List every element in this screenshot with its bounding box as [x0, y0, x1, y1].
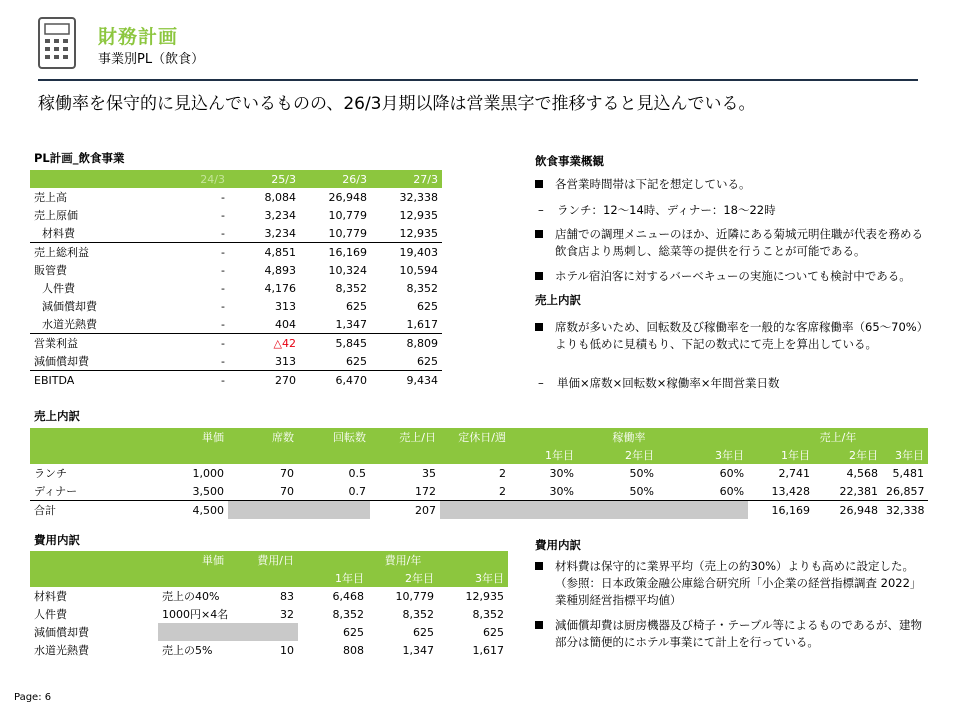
- sales-row-label: ランチ: [34, 467, 67, 480]
- pl-row: [30, 224, 442, 243]
- cost-header-row: [30, 551, 508, 569]
- sales-cell: 13,428: [748, 482, 814, 501]
- sales-cell: 30%: [549, 466, 574, 480]
- sales-cell: 30%: [510, 482, 578, 501]
- cost-subheader-row: [30, 569, 508, 587]
- cost-table-title: 費用内訳: [34, 533, 80, 547]
- pl-row-label: 売上高: [34, 191, 67, 204]
- pl-row: [30, 206, 442, 224]
- pl-col-header: 27/3: [413, 172, 438, 186]
- calculator-icon: [38, 17, 76, 69]
- pl-row: [30, 188, 442, 206]
- pl-cell: -: [221, 299, 225, 313]
- pl-row-label: 減価償却費: [42, 300, 97, 313]
- pl-row: [30, 279, 442, 297]
- sales-cell: 4,568: [846, 466, 879, 480]
- cost-cell: 8,352: [472, 607, 504, 621]
- sales-col-header: 回転数: [333, 431, 366, 444]
- sales-cell: 2: [440, 482, 510, 501]
- cost-notes-bullet: 材料費は保守的に業界平均（売上の約30%）よりも高めに設定した。（参照：日本政策金融公庫総合研究所「小企業の経営指標調査 2022」業種別経営指標平均値）: [555, 559, 922, 607]
- pl-cell: 625: [300, 352, 371, 371]
- pl-cell: 10,779: [328, 208, 367, 222]
- pl-cell: 625: [417, 299, 438, 313]
- pl-cell-negative: △42: [229, 334, 300, 353]
- pl-cell: 625: [346, 299, 367, 313]
- cost-col-header: 単価: [202, 554, 224, 567]
- sales-cell: 16,169: [771, 503, 811, 517]
- pl-row-label: 営業利益: [30, 334, 158, 353]
- cost-cell: 8,352: [402, 607, 434, 621]
- overview-sub-bullet: ランチ：12～14時、ディナー：18～22時: [557, 203, 776, 217]
- page-number: Page: 6: [14, 692, 52, 703]
- pl-cell: 3,234: [264, 208, 296, 222]
- pl-row-label: 売上原価: [34, 209, 78, 222]
- pl-cell: 9,434: [406, 373, 438, 387]
- greyed-cell: [440, 501, 748, 520]
- pl-row-label: 材料費: [42, 227, 75, 240]
- pl-row: [30, 352, 442, 371]
- cost-cell: 8,352: [332, 607, 364, 621]
- sales-cell: 207: [415, 503, 436, 517]
- cost-cell: 625: [413, 625, 434, 639]
- cost-cell: 10: [280, 643, 294, 657]
- pl-table: [30, 170, 442, 389]
- cost-cell: 1,617: [472, 643, 504, 657]
- cost-col-header: 費用/日: [257, 554, 294, 567]
- cost-cell: 1,347: [402, 643, 434, 657]
- sales-cell: 2,741: [778, 466, 811, 480]
- pl-cell: 1,347: [335, 317, 367, 331]
- pl-cell: 8,084: [264, 190, 296, 204]
- lead-message: 稼働率を保守的に見込んでいるものの、26/3月期以降は営業黒字で推移すると見込んでいる。: [38, 94, 756, 114]
- sales-cell: 1,000: [192, 466, 224, 480]
- pl-cell: 3,234: [264, 226, 296, 240]
- cost-row-label: 水道光熱費: [34, 644, 89, 657]
- pl-cell: 12,935: [399, 208, 438, 222]
- sales-header-row: [30, 428, 928, 446]
- sales-cell: 172: [370, 482, 440, 501]
- cost-notes-bullet: 減価償却費は厨房機器及び椅子・テーブル等によるものであるが、建物部分は簡便的にホテル事業にて計上を行っている。: [555, 618, 922, 649]
- sales-total-row: [30, 501, 928, 520]
- greyed-cell: [228, 501, 370, 520]
- sales-col-header: 売上/日: [399, 431, 436, 444]
- pl-cell: 1,617: [406, 317, 438, 331]
- pl-cell: -: [221, 190, 225, 204]
- sales-col-header: 売上/年: [819, 431, 857, 444]
- cost-cell: 10,779: [395, 589, 434, 603]
- pl-cell: 8,352: [335, 281, 367, 295]
- pl-col-header: 25/3: [271, 172, 296, 186]
- sales-cell: 5,481: [892, 466, 925, 480]
- pl-cell: 5,845: [300, 334, 371, 353]
- sales-row: [30, 464, 928, 482]
- sales-row: [30, 482, 928, 501]
- cost-row: [30, 623, 508, 641]
- sales-notes-formula: 単価×席数×回転数×稼働率×年間営業日数: [557, 376, 780, 390]
- pl-cell: 313: [275, 299, 296, 313]
- cost-col-header: 費用/年: [384, 554, 422, 567]
- cost-notes-title: 費用内訳: [535, 538, 581, 552]
- cost-cell: 6,468: [332, 589, 364, 603]
- sales-cell: 26,948: [839, 503, 879, 517]
- dash-icon: –: [538, 376, 544, 390]
- sales-notes-bullet: 席数が多いため、回転数及び稼働率を一般的な客席稼働率（65～70%）よりも低めに見積もり、下記の数式にて売上を算出している。: [555, 320, 923, 351]
- sales-cell: 50%: [578, 482, 658, 501]
- pl-row: [30, 371, 442, 390]
- pl-cell: 8,352: [406, 281, 438, 295]
- sales-cell: 22,381: [814, 482, 882, 501]
- sales-cell: 70: [228, 482, 298, 501]
- sales-cell: 60%: [658, 482, 748, 501]
- pl-row-label: 水道光熱費: [42, 318, 97, 331]
- pl-cell: 26,948: [328, 190, 367, 204]
- cost-row: [30, 605, 508, 623]
- page-title: 財務計画: [98, 26, 179, 48]
- pl-cell: 625: [371, 352, 442, 371]
- pl-cell: 10,594: [399, 263, 438, 277]
- pl-cell: -: [221, 373, 225, 387]
- cost-col-subheader: 2年目: [405, 572, 434, 585]
- pl-table-title: PL計画_飲食事業: [34, 151, 125, 165]
- pl-cell: -: [221, 281, 225, 295]
- cost-cell: 625: [343, 625, 364, 639]
- sales-total-label: 合計: [34, 504, 56, 517]
- sales-col-subheader: 3年目: [895, 449, 925, 462]
- cost-cell: 83: [280, 589, 294, 603]
- sales-cell: 0.5: [348, 466, 366, 480]
- pl-cell: -: [158, 352, 229, 371]
- sales-cell: 35: [422, 466, 436, 480]
- pl-col-header: 24/3: [200, 172, 225, 186]
- pl-cell: 4,851: [229, 243, 300, 262]
- pl-row-label: 人件費: [42, 282, 75, 295]
- pl-cell: 4,176: [264, 281, 296, 295]
- pl-cell: -: [221, 317, 225, 331]
- sales-table: [30, 428, 928, 519]
- pl-row: [30, 334, 442, 353]
- sales-col-subheader: 2年目: [625, 449, 654, 462]
- sales-col-header: 単価: [202, 431, 224, 444]
- cost-cell: 売上の5%: [162, 644, 213, 657]
- sales-cell: 2: [499, 466, 506, 480]
- cost-cell: 1000円×4名: [162, 608, 228, 621]
- sales-subheader-row: [30, 446, 928, 464]
- cost-notes: [535, 558, 935, 658]
- pl-row-label: 販管費: [34, 264, 67, 277]
- pl-row: [30, 243, 442, 262]
- pl-cell: -: [221, 208, 225, 222]
- cost-row-label: 減価償却費: [34, 626, 89, 639]
- header-divider: [38, 79, 918, 81]
- cost-row: [30, 587, 508, 605]
- sales-cell: 70: [280, 466, 294, 480]
- pl-cell: 12,935: [399, 226, 438, 240]
- sales-col-header: 定休日/週: [458, 431, 506, 444]
- cost-row-label: 材料費: [34, 590, 67, 603]
- cost-table: [30, 551, 508, 659]
- cost-row: [30, 641, 508, 659]
- sales-notes: [535, 319, 935, 399]
- cost-col-subheader: 1年目: [335, 572, 364, 585]
- overview-title: 飲食事業概観: [535, 154, 604, 168]
- sales-cell: 4,500: [192, 503, 224, 517]
- pl-cell: -: [221, 263, 225, 277]
- pl-row: [30, 261, 442, 279]
- greyed-cell: [158, 623, 298, 641]
- sales-col-header: 席数: [272, 431, 294, 444]
- pl-header-row: [30, 170, 442, 188]
- cost-col-subheader: 3年目: [475, 572, 504, 585]
- sales-table-title: 売上内訳: [34, 409, 80, 423]
- pl-cell: 6,470: [335, 373, 367, 387]
- sales-cell: 26,857: [882, 482, 928, 501]
- cost-row-label: 人件費: [34, 608, 67, 621]
- sales-cell: 32,338: [886, 503, 925, 517]
- sales-notes-title: 売上内訳: [535, 293, 581, 307]
- pl-cell: 10,324: [328, 263, 367, 277]
- pl-cell: -: [158, 243, 229, 262]
- sales-col-subheader: 1年目: [545, 449, 574, 462]
- sales-row-label: ディナー: [30, 482, 110, 501]
- dash-icon: –: [538, 203, 544, 217]
- sales-col-subheader: 1年目: [781, 449, 811, 462]
- pl-cell: -: [158, 334, 229, 353]
- pl-cell: -: [221, 226, 225, 240]
- pl-cell: 8,809: [371, 334, 442, 353]
- pl-cell: 32,338: [399, 190, 438, 204]
- pl-cell: 10,779: [328, 226, 367, 240]
- pl-row: [30, 315, 442, 334]
- cost-cell: 12,935: [465, 589, 504, 603]
- sales-cell: 50%: [629, 466, 654, 480]
- cost-cell: 808: [343, 643, 364, 657]
- sales-col-subheader: 2年目: [849, 449, 879, 462]
- pl-col-header: 26/3: [342, 172, 367, 186]
- pl-cell: 19,403: [371, 243, 442, 262]
- pl-row-label: 減価償却費: [30, 352, 158, 371]
- sales-cell: 60%: [719, 466, 745, 480]
- overview-bullet: ホテル宿泊客に対するバーベキューの実施についても検討中である。: [555, 269, 911, 283]
- overview-bullet: 店舗での調理メニューのほか、近隣にある菊城元明住職が代表を務める飲食店より馬刺し、総菜等の提供を行うことが可能である。: [555, 227, 923, 258]
- cost-cell: 625: [483, 625, 504, 639]
- cost-cell: 32: [280, 607, 294, 621]
- sales-cell: 0.7: [298, 482, 370, 501]
- sales-col-header: 稼働率: [612, 431, 646, 444]
- page-subtitle: 事業別PL（飲食）: [98, 52, 205, 67]
- sales-cell: 3,500: [110, 482, 228, 501]
- pl-cell: 4,893: [264, 263, 296, 277]
- pl-row-label: 売上総利益: [30, 243, 158, 262]
- pl-row-label: EBITDA: [34, 373, 75, 387]
- sales-col-subheader: 3年目: [715, 449, 745, 462]
- pl-cell: 404: [275, 317, 296, 331]
- cost-cell: 売上の40%: [162, 590, 220, 603]
- pl-cell: 16,169: [300, 243, 371, 262]
- pl-cell: 313: [229, 352, 300, 371]
- pl-cell: 270: [275, 373, 296, 387]
- pl-row: [30, 297, 442, 315]
- overview-bullet: 各営業時間帯は下記を想定している。: [555, 177, 751, 191]
